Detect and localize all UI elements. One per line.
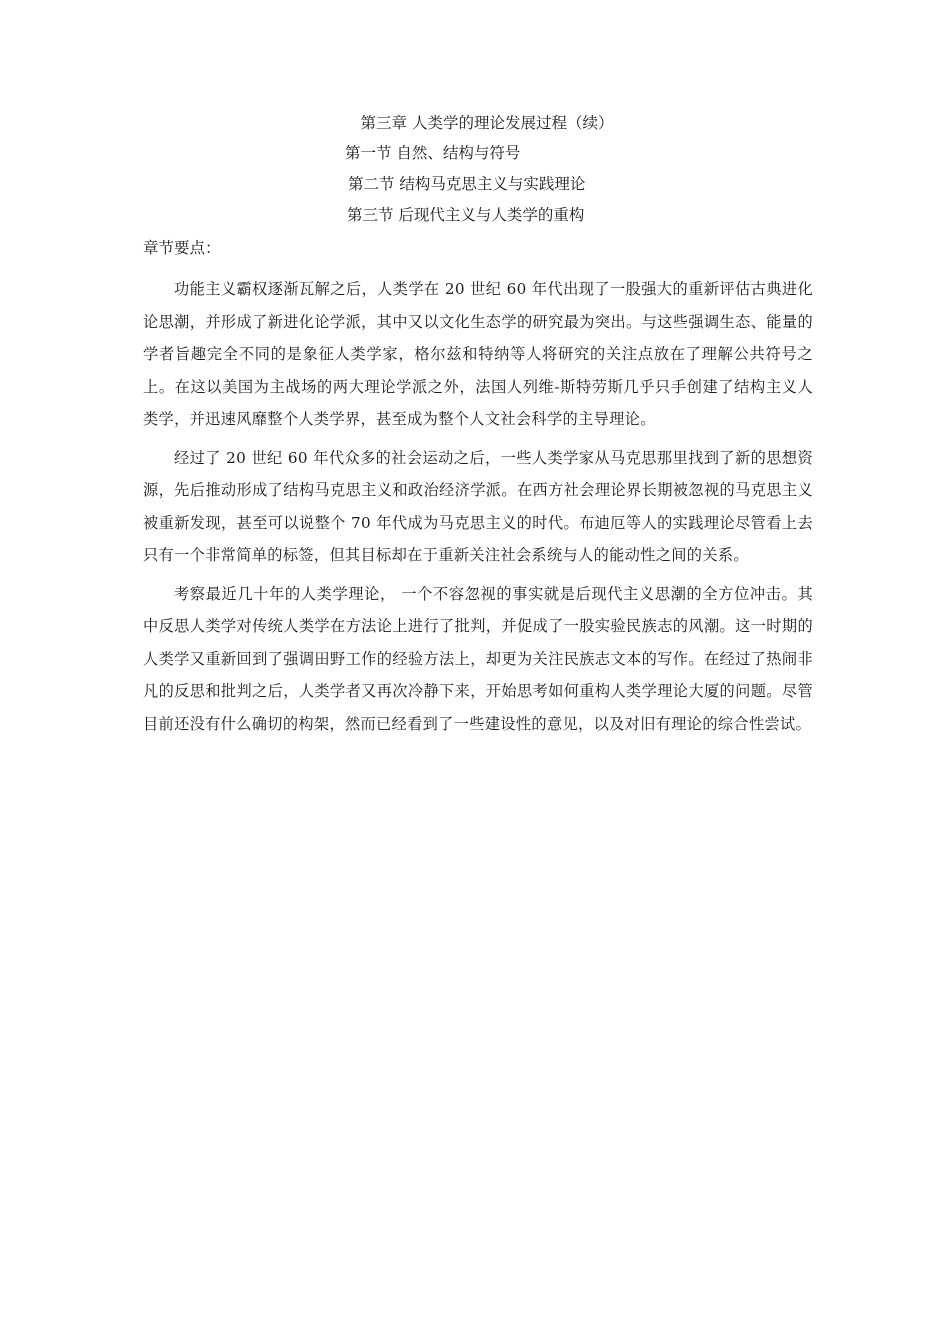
section-title-1: 第一节 自然、结构与符号: [345, 144, 521, 162]
body-paragraph-2: 经过了 20 世纪 60 年代众多的社会运动之后，一些人类学家从马克思那里找到了新的思想资源，先后推动形成了结构马克思主义和政治经济学派。在西方社会理论界长期被忽视的马克思主义被重新发现，甚至可以说整个 70 年代成为马克思主义的时代。布迪厄等人的实践理论尽管看上去只有一个非常简单的标签，但其目标却在于重新关注社会系统与人的能动性之间的关系。: [143, 448, 813, 564]
key-points-label: 章节要点：: [143, 239, 221, 257]
section-title-3: 第三节 后现代主义与人类学的重构: [347, 206, 585, 224]
section-title-2: 第二节 结构马克思主义与实践理论: [348, 175, 586, 193]
body-paragraph-3: 考察最近几十年的人类学理论， 一个不容忽视的事实就是后现代主义思潮的全方位冲击。其中反思人类学对传统人类学在方法论上进行了批判，并促成了一股实验民族志的风潮。这一时期的人类学又重新回到了强调田野工作的经验方法上，却更为关注民族志文本的写作。在经过了热闹非凡的反思和批判之后，人类学者又再次冷静下来，开始思考如何重构人类学理论大厦的问题。尽管目前还没有什么确切的构架，然而已经看到了一些建设性的意见，以及对旧有理论的综合性尝试。: [143, 584, 813, 733]
body-paragraph-1: 功能主义霸权逐渐瓦解之后，人类学在 20 世纪 60 年代出现了一股强大的重新评估古典进化论思潮，并形成了新进化论学派，其中又以文化生态学的研究最为突出。与这些强调生态、能量的学者旨趣完全不同的是象征人类学家，格尔兹和特纳等人将研究的关注点放在了理解公共符号之上。在这以美国为主战场的两大理论学派之外，法国人列维-斯特劳斯几乎只手创建了结构主义人类学，并迅速风靡整个人类学界，甚至成为整个人文社会科学的主导理论。: [143, 280, 813, 428]
chapter-title: 第三章 人类学的理论发展过程（续）: [360, 114, 614, 132]
document-page: [143, 108, 813, 740]
